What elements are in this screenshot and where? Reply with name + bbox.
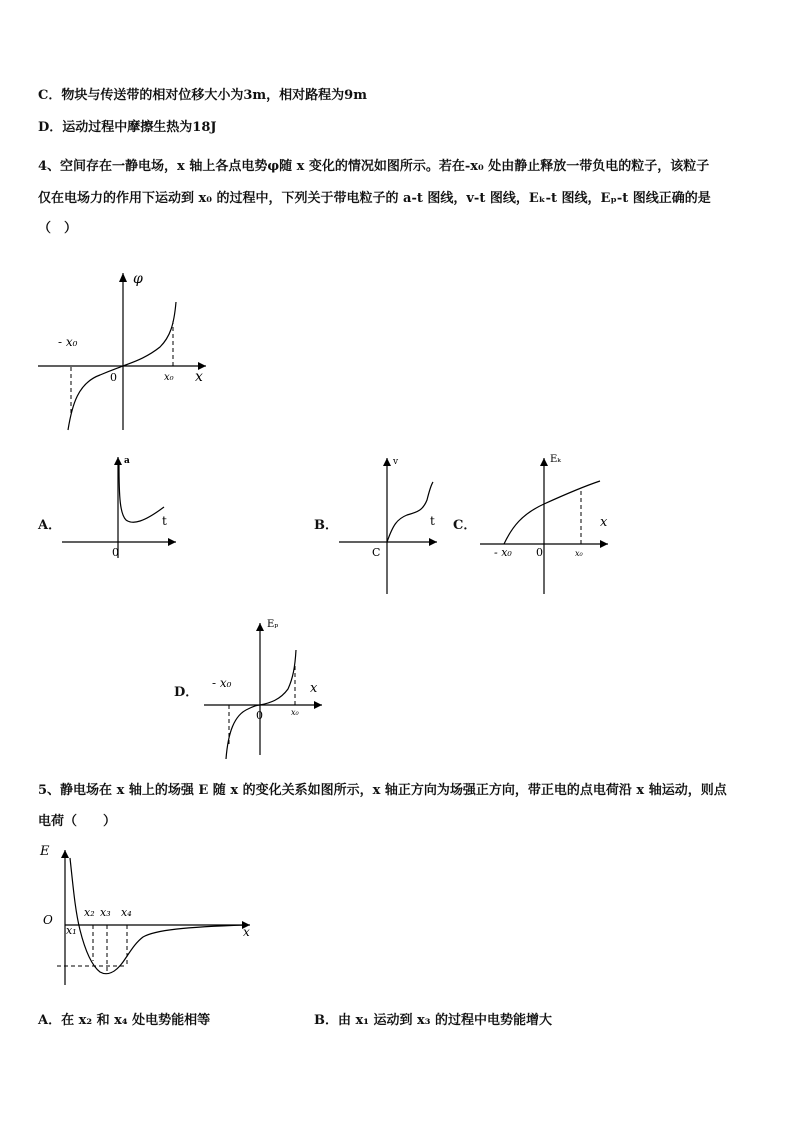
q4-stem-line-1: 4、空间存在一静电场，x 轴上各点电势φ随 x 变化的情况如图所示。若在-x₀ 处由静止释放一带负电的粒子，该粒子: [38, 159, 710, 174]
q4-option-b-origin: C: [372, 546, 381, 559]
q5-x3-label: x₃: [100, 906, 111, 919]
q4-option-d-graph: [200, 615, 330, 765]
q4-option-c-origin: 0: [536, 546, 543, 559]
q5-x2-label: x₂: [84, 906, 95, 919]
q4-option-a-y-label: a: [124, 456, 130, 466]
q4-option-d-neg-x0: - x₀: [212, 676, 232, 690]
q4-option-d-x-label: x: [310, 681, 318, 696]
q4-phi-x-graph: [30, 255, 220, 435]
q5-stem-line-2: 电荷（ ）: [38, 814, 117, 829]
q4-option-b-label: B．: [314, 518, 338, 533]
q4-stem-line-2: 仅在电场力的作用下运动到 x₀ 的过程中，下列关于带电粒子的 a-t 图线，v-t 图线，Eₖ-t 图线，Eₚ-t 图线正确的是: [38, 191, 711, 206]
q4-option-d-x0: x₀: [291, 708, 299, 717]
q4-x0-label: x₀: [164, 372, 174, 383]
q4-option-d-label: D．: [174, 685, 199, 700]
q4-answer-bracket: （ ）: [38, 221, 78, 236]
q4-option-b-graph: [335, 452, 450, 597]
q4-option-d-origin: 0: [256, 709, 263, 722]
q4-option-c-label: C．: [453, 518, 477, 533]
q5-stem-line-1: 5、静电场在 x 轴上的场强 E 随 x 的变化关系如图所示，x 轴正方向为场强正方向，带正电的点电荷沿 x 轴运动，则点: [38, 783, 727, 798]
q5-x1-label: x₁: [66, 924, 77, 937]
q4-origin-label: 0: [110, 371, 117, 384]
q4-option-c-y-label: Eₖ: [550, 454, 561, 465]
q5-option-a: A．在 x₂ 和 x₄ 处电势能相等: [38, 1013, 211, 1028]
q5-x4-label: x₄: [121, 906, 132, 919]
q4-option-c-x0: x₀: [575, 549, 583, 558]
q4-option-a-origin: 0: [112, 546, 119, 559]
q4-option-c-graph: [480, 452, 615, 597]
q4-option-a-graph: [58, 452, 188, 572]
q4-option-d-y-label: Eₚ: [267, 619, 279, 630]
q4-x-label: x: [195, 369, 203, 385]
q4-option-c-x-label: x: [600, 515, 608, 530]
q4-option-a-label: A．: [38, 518, 62, 533]
q4-option-c-neg-x0: - x₀: [494, 546, 512, 559]
q4-phi-label: φ: [133, 271, 143, 287]
q5-option-b: B．由 x₁ 运动到 x₃ 的过程中电势能增大: [314, 1013, 552, 1028]
q5-e-x-graph: [35, 840, 260, 990]
q3-option-d: D．运动过程中摩擦生热为18J: [38, 120, 217, 135]
q5-x-label: x: [243, 925, 250, 939]
q4-option-a-x-label: t: [162, 514, 167, 528]
q4-neg-x0-label: - x₀: [58, 335, 78, 349]
q4-option-b-y-label: v: [393, 457, 399, 467]
q3-option-c: C．物块与传送带的相对位移大小为3m，相对路程为9m: [38, 88, 367, 103]
q5-origin-label: O: [43, 913, 53, 927]
q5-e-label: E: [40, 844, 50, 859]
q4-option-b-x-label: t: [430, 514, 435, 528]
